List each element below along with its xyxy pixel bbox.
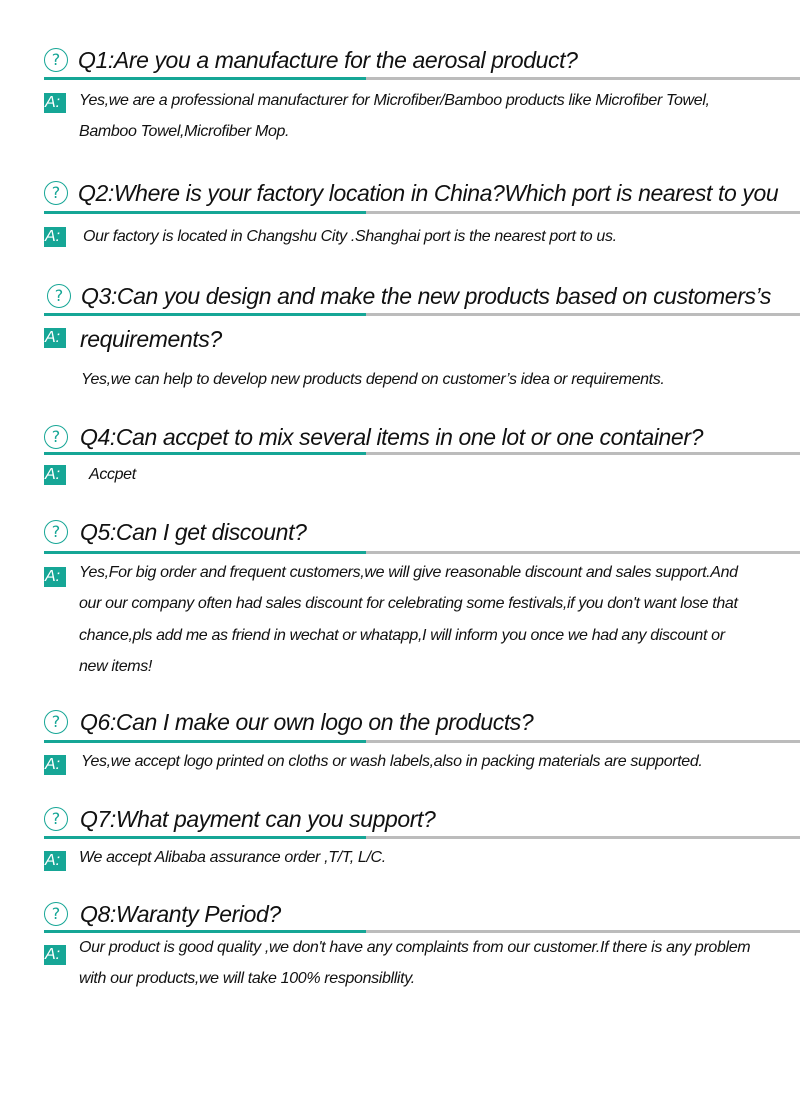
- divider-accent: [44, 313, 366, 316]
- divider-accent: [44, 551, 366, 554]
- question-text: Q6:Can I make our own logo on the products?: [80, 709, 534, 735]
- answer-badge-icon: A:: [44, 755, 66, 775]
- answer-line: our our company often had sales discount for celebrating some festivals,if you don't want lose that: [79, 595, 738, 612]
- answer-line: Yes,we are a professional manufacturer for Microfiber/Bamboo products like Microfiber Towel,: [79, 92, 710, 109]
- answer-badge-icon: A:: [44, 945, 66, 965]
- question-text: Q3:Can you design and make the new products based on customers’s: [81, 283, 771, 309]
- answer-line: Yes,we can help to develop new products depend on customer’s idea or requirements.: [81, 371, 665, 388]
- answer-badge-icon: A:: [44, 93, 66, 113]
- question-circle-icon: ?: [44, 181, 68, 205]
- answer-line: We accept Alibaba assurance order ,T/T, L/C.: [79, 849, 386, 866]
- question-text: Q4:Can accpet to mix several items in one lot or one container?: [80, 424, 703, 450]
- answer-badge-icon: A:: [44, 328, 66, 348]
- answer-badge-icon: A:: [44, 567, 66, 587]
- question-circle-icon: ?: [44, 807, 68, 831]
- answer-line: with our products,we will take 100% responsibllity.: [79, 970, 415, 987]
- question-circle-icon: ?: [44, 425, 68, 449]
- answer-line: Accpet: [89, 466, 136, 483]
- answer-badge-icon: A:: [44, 465, 66, 485]
- question-circle-icon: ?: [44, 520, 68, 544]
- question-text: Q2:Where is your factory location in China?Which port is nearest to you: [78, 180, 779, 206]
- answer-line: Our product is good quality ,we don't have any complaints from our customer.If there is any problem: [79, 939, 751, 956]
- divider-accent: [44, 211, 366, 214]
- answer-badge-icon: A:: [44, 227, 66, 247]
- answer-line: Bamboo Towel,Microfiber Mop.: [79, 123, 290, 140]
- answer-badge-icon: A:: [44, 851, 66, 871]
- answer-line: Our factory is located in Changshu City .Shanghai port is the nearest port to us.: [83, 228, 617, 245]
- question-text: Q5:Can I get discount?: [80, 519, 307, 545]
- divider-accent: [44, 77, 366, 80]
- question-text: Q8:Waranty Period?: [80, 901, 281, 927]
- answer-line: Yes,For big order and frequent customers,we will give reasonable discount and sales support.And: [79, 564, 738, 581]
- question-circle-icon: ?: [44, 902, 68, 926]
- answer-line: Yes,we accept logo printed on cloths or wash labels,also in packing materials are supported.: [81, 753, 703, 770]
- question-text-continued: requirements?: [80, 326, 222, 352]
- divider-accent: [44, 740, 366, 743]
- divider-accent: [44, 452, 366, 455]
- question-text: Q1:Are you a manufacture for the aerosal product?: [78, 47, 578, 73]
- answer-line: new items!: [79, 658, 152, 675]
- divider-accent: [44, 836, 366, 839]
- question-circle-icon: ?: [44, 710, 68, 734]
- answer-line: chance,pls add me as friend in wechat or whatapp,I will inform you once we had any discount or: [79, 627, 725, 644]
- question-circle-icon: ?: [47, 284, 71, 308]
- question-text: Q7:What payment can you support?: [80, 806, 436, 832]
- question-circle-icon: ?: [44, 48, 68, 72]
